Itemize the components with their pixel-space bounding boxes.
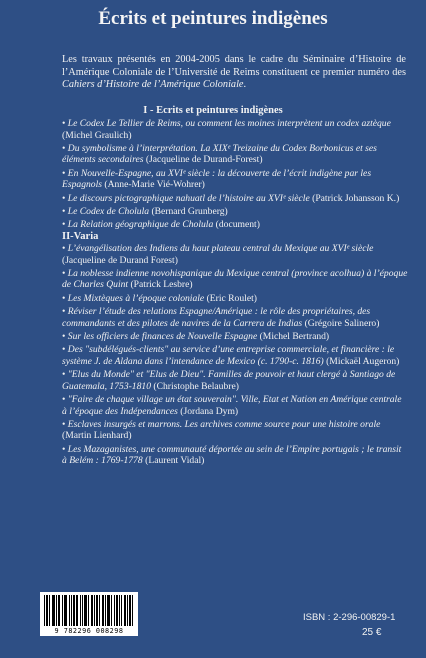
list-item: • Esclaves insurgés et marrons. Les archives comme source pour une histoire orale (Martin Lienhard) <box>62 418 381 442</box>
list-item: • Les Mazaganistes, une communauté déportée au sein de l’Empire portugais ; le transit à Belém : 1769-1778 (Laurent Vidal) <box>62 443 402 467</box>
list-item: • "Elus du Monde" et "Elus de Dieu". Familles de pouvoir et haut clergé à Santiago de Guatemala, 1753-1810 (Christophe Belaubre) <box>62 369 396 392</box>
intro-paragraph <box>62 54 406 92</box>
list-item: • Sur les officiers de finances de Nouvelle Espagne (Michel Bertrand) <box>62 330 330 342</box>
list-item: • Le Codex de Cholula (Bernard Grunberg) <box>62 205 228 217</box>
list-item: • "Faire de chaque village un état souverain". Ville, Etat et Nation en Amérique centrale à l’époque des Indépendances (Jordana Dym) <box>62 393 402 417</box>
list-item: • En Nouvelle-Espagne, au XVIᵉ siècle : la découverte de l’écrit indigène par les Espagnols (Anne-Marie Vié-Wohrer) <box>62 167 372 191</box>
list-item: • La Relation géographique de Cholula (document) <box>62 219 260 231</box>
barcode-number: 9 782296 008298 <box>54 627 124 635</box>
list-item: • La noblesse indienne novohispanique du Mexique central (province acolhua) à l’époque de Charles Quint (Patrick Lesbre) <box>62 267 408 291</box>
section-1-heading: I - Ecrits et peintures indigènes <box>143 105 283 116</box>
barcode-bars-icon <box>44 595 134 626</box>
journal-name: Cahiers d’Histoire de l’Amérique Coloniale <box>62 79 244 91</box>
isbn: ISBN : 2-296-00829-1 <box>303 612 396 623</box>
list-item: • Le discours pictographique nahuatl de l’histoire au XVIᵉ siècle (Patrick Johansson K.) <box>62 192 400 204</box>
price: 25 € <box>362 627 382 638</box>
intro-text-2: . <box>243 79 247 91</box>
list-item: • Des "subdélégués-clients" au service d’une entreprise commerciale, et financière : le système J. de Aldana dans l’intendance de Mexico (c. 1790-c. 1816) (Mickaël Augeron) <box>62 344 400 367</box>
intro-text-1: Les travaux présentés en 2004-2005 dans le cadre du Séminaire d’Histoire de l’Amérique Coloniale de l’Université de Reims constituent ce premier numéro des <box>62 54 406 78</box>
section-2-heading: II-Varia <box>62 231 99 242</box>
section-1-list <box>62 118 408 232</box>
list-item: • Du symbolisme à l’interprétation. La XIXᵉ Treizaine du Codex Borbonicus et ses éléments secondaires (Jacqueline de Durand-Forest) <box>62 142 377 166</box>
list-item: • L’évangélisation des Indiens du haut plateau central du Mexique au XVIᵉ siècle (Jacqueline de Durand Forest) <box>62 243 374 266</box>
list-item: • Les Mixtèques à l’époque coloniale (Eric Roulet) <box>62 292 257 304</box>
section-2-list <box>62 243 408 469</box>
list-item: • Le Codex Le Tellier de Reims, ou comment les moines interprètent un codex aztèque (Michel Graulich) <box>62 118 391 141</box>
barcode <box>40 592 138 636</box>
book-title: Écrits et peintures indigènes <box>98 8 328 29</box>
list-item: • Réviser l’étude des relations Espagne/Amérique : le rôle des propriétaires, des commandants et des pilotes de navires de la Carrera de Indias (Grégoire Salinero) <box>62 306 380 329</box>
